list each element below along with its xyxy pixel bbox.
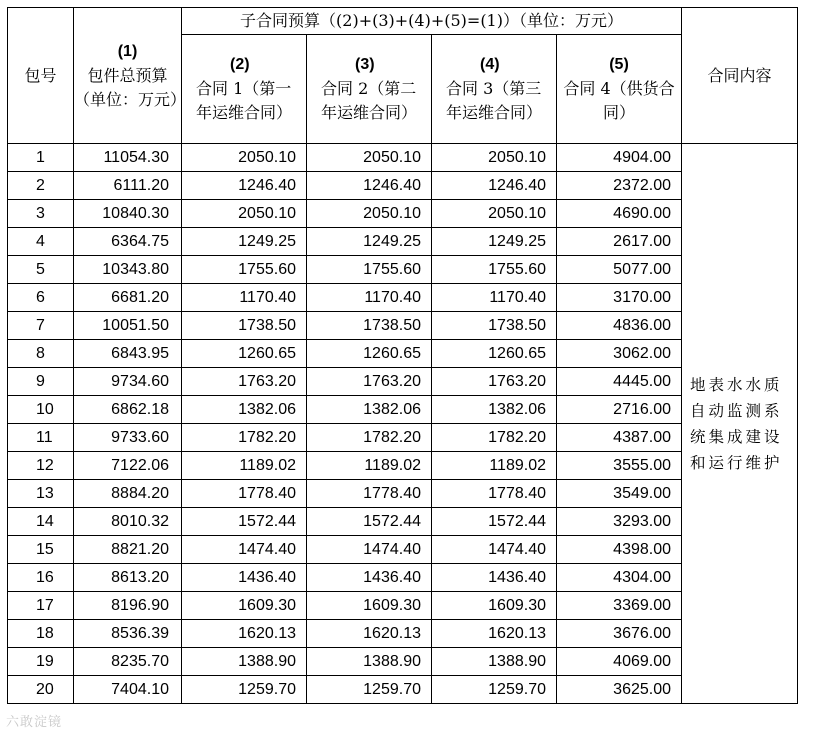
cell-contract-4: 3293.00 [557, 508, 682, 536]
cell-total-budget: 8821.20 [74, 536, 182, 564]
cell-total-budget: 6862.18 [74, 396, 182, 424]
cell-contract-3: 2050.10 [432, 200, 557, 228]
header-contract-4 [557, 35, 682, 144]
cell-contract-2: 1620.13 [307, 620, 432, 648]
table-row [8, 144, 798, 172]
table-row [8, 256, 798, 284]
cell-contract-3: 1609.30 [432, 592, 557, 620]
header-contract-2-number: (3) [355, 56, 375, 73]
header-total-number: (1) [117, 42, 138, 60]
cell-contract-4: 4836.00 [557, 312, 682, 340]
cell-contract-4: 4690.00 [557, 200, 682, 228]
cell-contract-content: 地表水水质自动监测系统集成建设和运行维护 [682, 144, 798, 704]
cell-contract-1: 1259.70 [182, 676, 307, 704]
cell-total-budget: 8010.32 [74, 508, 182, 536]
table-row [8, 396, 798, 424]
cell-total-budget: 8536.39 [74, 620, 182, 648]
cell-contract-1: 1763.20 [182, 368, 307, 396]
cell-contract-1: 1260.65 [182, 340, 307, 368]
cell-contract-2: 2050.10 [307, 144, 432, 172]
cell-contract-1: 1609.30 [182, 592, 307, 620]
header-total-budget [74, 8, 187, 144]
cell-total-budget: 10840.30 [74, 200, 182, 228]
cell-contract-4: 4069.00 [557, 648, 682, 676]
cell-contract-2: 1755.60 [307, 256, 432, 284]
cell-contract-3: 1436.40 [432, 564, 557, 592]
cell-package-number: 20 [8, 676, 74, 704]
cell-contract-1: 1620.13 [182, 620, 307, 648]
cell-package-number: 14 [8, 508, 74, 536]
cell-package-number: 19 [8, 648, 74, 676]
cell-package-number: 3 [8, 200, 74, 228]
table-row [8, 200, 798, 228]
table-row [8, 424, 798, 452]
header-contract-1-label: 合同 1（第一年运维合同） [196, 79, 293, 122]
cell-package-number: 10 [8, 396, 74, 424]
cell-contract-3: 1738.50 [432, 312, 557, 340]
cell-contract-2: 1474.40 [307, 536, 432, 564]
cell-contract-2: 2050.10 [307, 200, 432, 228]
cell-total-budget: 7122.06 [74, 452, 182, 480]
table-row [8, 228, 798, 256]
cell-contract-2: 1189.02 [307, 452, 432, 480]
cell-total-budget: 10051.50 [74, 312, 182, 340]
cell-contract-1: 1782.20 [182, 424, 307, 452]
cell-total-budget: 6111.20 [74, 172, 182, 200]
cell-contract-1: 1436.40 [182, 564, 307, 592]
cell-contract-4: 3369.00 [557, 592, 682, 620]
cell-contract-2: 1609.30 [307, 592, 432, 620]
cell-contract-2: 1778.40 [307, 480, 432, 508]
cell-contract-3: 1782.20 [432, 424, 557, 452]
cell-contract-3: 1778.40 [432, 480, 557, 508]
header-contract-3-label: 合同 3（第三年运维合同） [446, 79, 543, 122]
header-contract-1 [182, 35, 307, 144]
cell-contract-1: 1755.60 [182, 256, 307, 284]
cell-contract-4: 4387.00 [557, 424, 682, 452]
cell-contract-1: 1572.44 [182, 508, 307, 536]
cell-contract-2: 1763.20 [307, 368, 432, 396]
cell-package-number: 5 [8, 256, 74, 284]
cell-total-budget: 9734.60 [74, 368, 182, 396]
cell-contract-1: 1474.40 [182, 536, 307, 564]
cell-total-budget: 8613.20 [74, 564, 182, 592]
cell-package-number: 9 [8, 368, 74, 396]
table-row [8, 676, 798, 704]
cell-total-budget: 8884.20 [74, 480, 182, 508]
cell-contract-1: 2050.10 [182, 200, 307, 228]
cell-contract-4: 3676.00 [557, 620, 682, 648]
cell-contract-3: 2050.10 [432, 144, 557, 172]
cell-contract-4: 3555.00 [557, 452, 682, 480]
cell-package-number: 15 [8, 536, 74, 564]
cell-contract-3: 1388.90 [432, 648, 557, 676]
cell-package-number: 12 [8, 452, 74, 480]
table-row [8, 480, 798, 508]
cell-contract-3: 1246.40 [432, 172, 557, 200]
watermark: 六敢淀镜 [6, 715, 63, 730]
table-row [8, 620, 798, 648]
cell-total-budget: 7404.10 [74, 676, 182, 704]
cell-contract-3: 1620.13 [432, 620, 557, 648]
cell-contract-1: 1246.40 [182, 172, 307, 200]
header-contract-4-number: (5) [609, 56, 629, 73]
cell-contract-2: 1572.44 [307, 508, 432, 536]
cell-total-budget: 8196.90 [74, 592, 182, 620]
table-row [8, 648, 798, 676]
budget-table [7, 7, 798, 704]
cell-contract-1: 1170.40 [182, 284, 307, 312]
cell-contract-1: 1388.90 [182, 648, 307, 676]
cell-contract-4: 3625.00 [557, 676, 682, 704]
table-row [8, 536, 798, 564]
cell-contract-2: 1259.70 [307, 676, 432, 704]
cell-contract-3: 1249.25 [432, 228, 557, 256]
cell-contract-2: 1260.65 [307, 340, 432, 368]
header-package-number: 包号 [8, 8, 74, 144]
table-row [8, 452, 798, 480]
cell-contract-2: 1246.40 [307, 172, 432, 200]
cell-contract-3: 1474.40 [432, 536, 557, 564]
header-contract-2 [307, 35, 432, 144]
cell-total-budget: 6843.95 [74, 340, 182, 368]
cell-contract-3: 1189.02 [432, 452, 557, 480]
table-row [8, 564, 798, 592]
cell-total-budget: 8235.70 [74, 648, 182, 676]
cell-contract-1: 2050.10 [182, 144, 307, 172]
cell-contract-3: 1382.06 [432, 396, 557, 424]
cell-total-budget: 6364.75 [74, 228, 182, 256]
header-contract-2-label: 合同 2（第二年运维合同） [321, 79, 418, 122]
table-row [8, 284, 798, 312]
cell-contract-4: 2716.00 [557, 396, 682, 424]
cell-contract-1: 1249.25 [182, 228, 307, 256]
cell-package-number: 17 [8, 592, 74, 620]
cell-contract-3: 1755.60 [432, 256, 557, 284]
header-contract-3-number: (4) [480, 56, 500, 73]
cell-contract-1: 1189.02 [182, 452, 307, 480]
header-contract-4-label: 合同 4（供货合同） [563, 79, 675, 122]
cell-contract-3: 1260.65 [432, 340, 557, 368]
cell-package-number: 1 [8, 144, 74, 172]
header-contract-1-number: (2) [230, 56, 250, 73]
cell-package-number: 4 [8, 228, 74, 256]
cell-contract-1: 1738.50 [182, 312, 307, 340]
cell-contract-2: 1436.40 [307, 564, 432, 592]
cell-contract-2: 1249.25 [307, 228, 432, 256]
cell-total-budget: 10343.80 [74, 256, 182, 284]
cell-package-number: 6 [8, 284, 74, 312]
cell-package-number: 2 [8, 172, 74, 200]
cell-contract-4: 4398.00 [557, 536, 682, 564]
table-row [8, 312, 798, 340]
cell-contract-4: 4445.00 [557, 368, 682, 396]
cell-total-budget: 6681.20 [74, 284, 182, 312]
cell-package-number: 13 [8, 480, 74, 508]
header-contract-content: 合同内容 [682, 8, 798, 144]
table-row [8, 508, 798, 536]
cell-contract-3: 1170.40 [432, 284, 557, 312]
header-total-label: 包件总预算（单位：万元） [74, 65, 187, 109]
cell-contract-4: 3062.00 [557, 340, 682, 368]
cell-contract-4: 5077.00 [557, 256, 682, 284]
cell-contract-1: 1778.40 [182, 480, 307, 508]
cell-contract-2: 1382.06 [307, 396, 432, 424]
cell-contract-2: 1738.50 [307, 312, 432, 340]
table-row [8, 592, 798, 620]
cell-total-budget: 9733.60 [74, 424, 182, 452]
cell-contract-2: 1170.40 [307, 284, 432, 312]
cell-contract-4: 3549.00 [557, 480, 682, 508]
cell-total-budget: 11054.30 [74, 144, 182, 172]
cell-contract-4: 3170.00 [557, 284, 682, 312]
cell-contract-3: 1763.20 [432, 368, 557, 396]
cell-package-number: 16 [8, 564, 74, 592]
cell-contract-2: 1782.20 [307, 424, 432, 452]
cell-contract-1: 1382.06 [182, 396, 307, 424]
cell-contract-4: 4304.00 [557, 564, 682, 592]
cell-contract-4: 4904.00 [557, 144, 682, 172]
table-row [8, 340, 798, 368]
cell-package-number: 11 [8, 424, 74, 452]
cell-contract-4: 2372.00 [557, 172, 682, 200]
cell-package-number: 8 [8, 340, 74, 368]
cell-package-number: 7 [8, 312, 74, 340]
cell-contract-2: 1388.90 [307, 648, 432, 676]
header-sub-contract-budget: 子合同预算（(2)+(3)+(4)+(5)=(1)）（单位：万元） [182, 8, 682, 35]
cell-contract-3: 1572.44 [432, 508, 557, 536]
table-row [8, 172, 798, 200]
cell-package-number: 18 [8, 620, 74, 648]
cell-contract-3: 1259.70 [432, 676, 557, 704]
table-row [8, 368, 798, 396]
header-contract-3 [432, 35, 557, 144]
cell-contract-4: 2617.00 [557, 228, 682, 256]
